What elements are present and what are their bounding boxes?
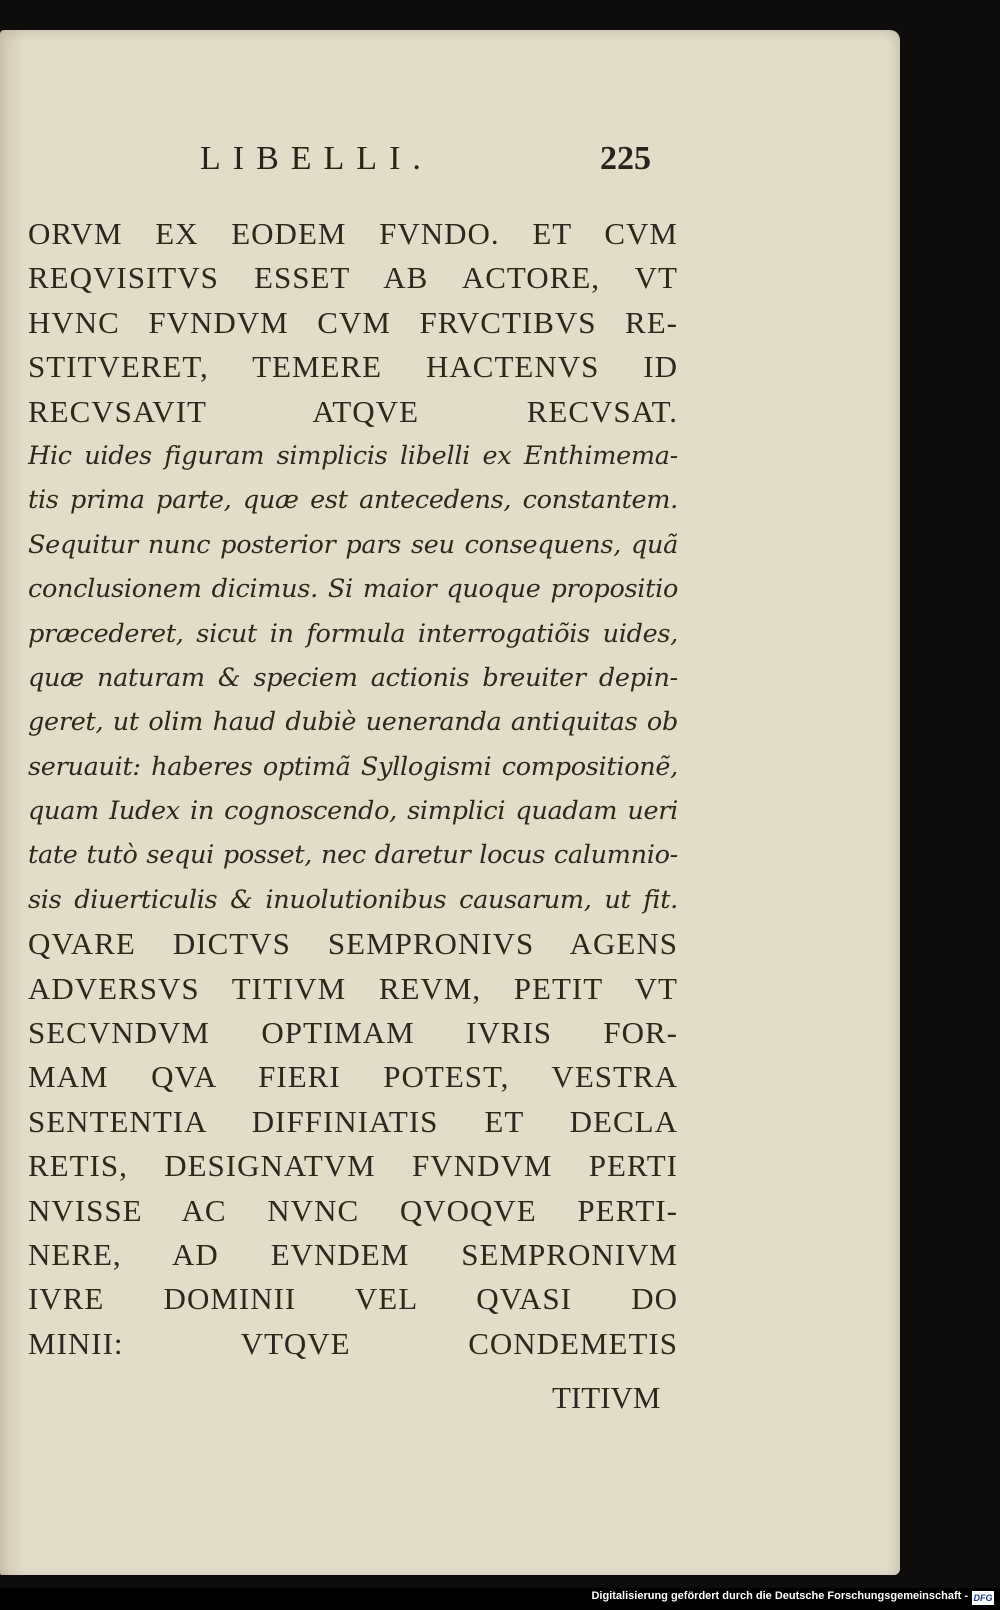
text-line: RECVSAVIT ATQVE RECVSAT. bbox=[28, 393, 678, 429]
text-line: MAM QVA FIERI POTEST, VESTRA bbox=[28, 1059, 678, 1095]
text-line: geret, ut olim haud dubiè ueneranda antiquitas ob bbox=[28, 707, 678, 738]
text-line: IVRE DOMINII VEL QVASI DO bbox=[28, 1281, 678, 1317]
text-line: RETIS, DESIGNATVM FVNDVM PERTI bbox=[28, 1148, 678, 1184]
text-line: STITVERET, TEMERE HACTENVS ID bbox=[28, 349, 678, 385]
text-line: SECVNDVM OPTIMAM IVRIS FOR- bbox=[28, 1015, 678, 1051]
page-body bbox=[28, 212, 678, 1366]
text-line: SENTENTIA DIFFINIATIS ET DECLA bbox=[28, 1103, 678, 1139]
text-line: ORVM EX EODEM FVNDO. ET CVM bbox=[28, 216, 678, 251]
running-title: LIBELLI. bbox=[200, 140, 433, 177]
text-line: HVNC FVNDVM CVM FRVCTIBVS RE- bbox=[28, 304, 678, 340]
text-line: seruauit: haberes optimã Syllogismi compositionẽ, bbox=[28, 751, 678, 782]
text-line: conclusionem dicimus. Si maior quoque propositio bbox=[28, 574, 678, 605]
text-line: Sequitur nunc posterior pars seu consequens, quã bbox=[28, 529, 678, 560]
text-line: REQVISITVS ESSET AB ACTORE, VT bbox=[28, 260, 678, 296]
page-number: 225 bbox=[600, 140, 651, 177]
text-line: sis diuerticulis & inuolutionibus causarum, ut fit. bbox=[28, 884, 678, 915]
text-line: præcederet, sicut in formula interrogatiõis uides, bbox=[28, 618, 678, 649]
text-line: tate tutò sequi posset, nec daretur locus calumnio- bbox=[28, 840, 678, 871]
funding-credit: Digitalisierung gefördert durch die Deutsche Forschungsgemeinschaft - bbox=[591, 1590, 968, 1602]
text-line: Hic uides figuram simplicis libelli ex Enthimema- bbox=[28, 440, 678, 471]
text-line: NERE, AD EVNDEM SEMPRONIVM bbox=[28, 1236, 678, 1272]
dfg-logo-icon: DFG bbox=[973, 1593, 993, 1603]
book-page bbox=[0, 30, 900, 1575]
catchword: TITIVM bbox=[552, 1380, 661, 1415]
page-header bbox=[0, 140, 900, 190]
text-line: tis prima parte, quæ est antecedens, constantem. bbox=[28, 485, 678, 516]
text-line: quæ naturam & speciem actionis breuiter depin- bbox=[28, 662, 678, 693]
text-line: MINII: VTQVE CONDEMETIS bbox=[28, 1325, 678, 1361]
footer-bar bbox=[0, 1588, 1000, 1610]
text-line: NVISSE AC NVNC QVOQVE PERTI- bbox=[28, 1192, 678, 1228]
text-line: quam Iudex in cognoscendo, simplici quadam ueri bbox=[28, 796, 678, 827]
text-line: ADVERSVS TITIVM REVM, PETIT VT bbox=[28, 970, 678, 1006]
text-line: QVARE DICTVS SEMPRONIVS AGENS bbox=[28, 926, 678, 962]
